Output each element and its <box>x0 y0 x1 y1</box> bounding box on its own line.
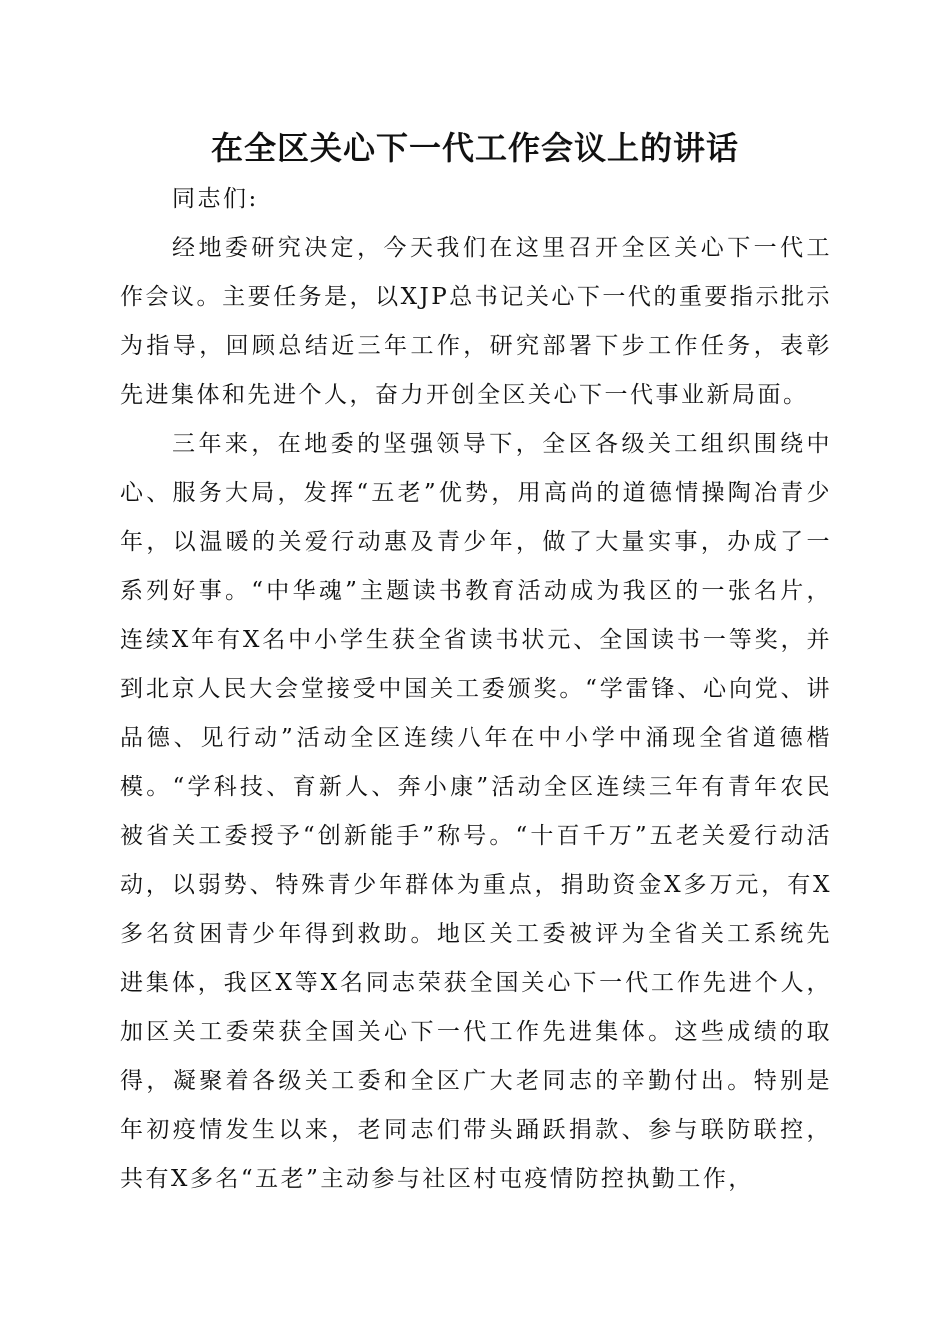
document-title: 在全区关心下一代工作会议上的讲话 <box>210 129 739 167</box>
salutation: 同志们: <box>172 186 259 212</box>
document-body <box>120 175 832 1204</box>
paragraph-1: 经地委研究决定，今天我们在这里召开全区关心下一代工作会议。主要任务是，以XJP总书记关心下一代的重要指示批示为指导，回顾总结近三年工作，研究部署下步工作任务，表彰先进集体和先进个人，奋力开创全区关心下一代事业新局面。 <box>120 235 832 408</box>
paragraph-2: 三年来，在地委的坚强领导下，全区各级关工组织围绕中心、服务大局，发挥“五老”优势，用高尚的道德情操陶冶青少年，以温暖的关爱行动惠及青少年，做了大量实事，办成了一系列好事。“中华魂”主题读书教育活动成为我区的一张名片，连续X年有X名中小学生获全省读书状元、全国读书一等奖，并到北京人民大会堂接受中国关工委颁奖。“学雷锋、心向党、讲品德、见行动”活动全区连续八年在中小学中涌现全省道德楷模。“学科技、育新人、奔小康”活动全区连续三年有青年农民被省关工委授予“创新能手”称号。“十百千万”五老关爱行动活动，以弱势、特殊青少年群体为重点，捐助资金X多万元，有X多名贫困青少年得到救助。地区关工委被评为全省关工系统先进集体，我区X等X名同志荣获全国关心下一代工作先进个人，加区关工委荣获全国关心下一代工作先进集体。这些成绩的取得，凝聚着各级关工委和全区广大老同志的辛勤付出。特别是年初疫情发生以来，老同志们带头踊跃捐款、参与联防联控，共有X多名“五老”主动参与社区村屯疫情防控执勤工作， <box>120 431 832 1192</box>
